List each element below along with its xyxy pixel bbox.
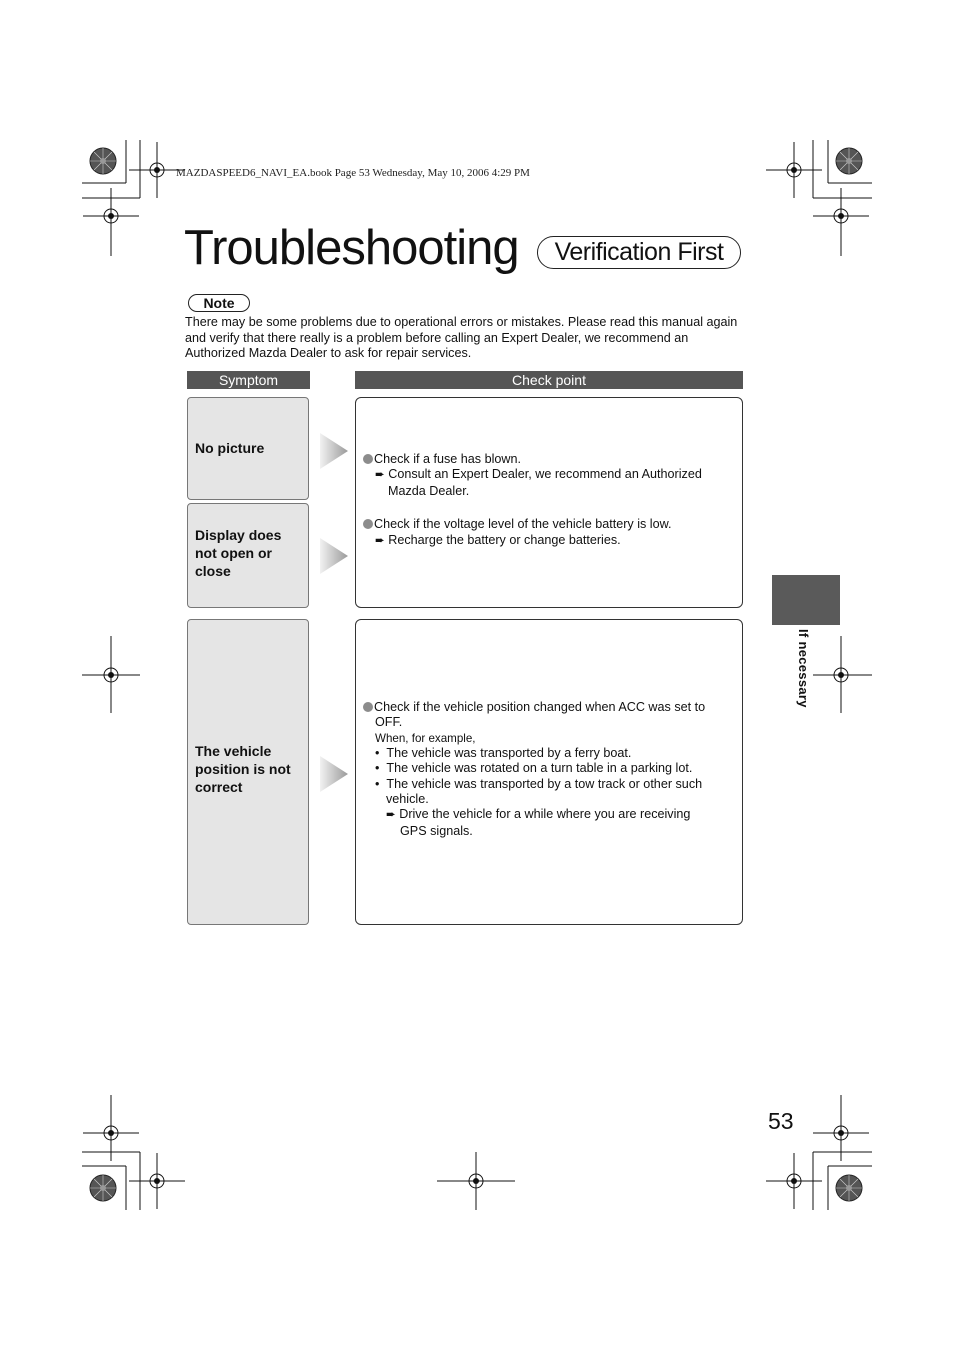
symptom-label (195, 439, 264, 457)
pointer-arrow-icon (320, 538, 348, 574)
check-point-box-2 (355, 619, 743, 925)
page-title: Troubleshooting (184, 221, 519, 275)
bullet-dot-icon (363, 454, 373, 464)
bullet-dot-icon (363, 519, 373, 529)
check-action-text: Recharge the battery or change batteries. (388, 533, 621, 547)
example-text: vehicle. (386, 792, 429, 806)
intro-text: There may be some problems due to operational errors or mistakes. Please read this manual again and verify that there really is a problem before calling an Expert Dealer, we recommend an Authorized Mazda Dealer to ask for repair services. (185, 315, 738, 361)
example-item: • The vehicle was transported by a tow track or other such (375, 777, 703, 791)
check-point-box-1 (355, 397, 743, 608)
symptom-line: correct (195, 779, 243, 795)
symptom-line: The vehicle (195, 743, 272, 759)
symptom-label (195, 742, 291, 796)
example-text: The vehicle was transported by a tow track or other such (386, 777, 703, 791)
check-point-header: Check point (355, 371, 743, 389)
check-action-text: Mazda Dealer. (388, 484, 470, 498)
page-number: 53 (768, 1108, 794, 1134)
pointer-arrow-icon (320, 433, 348, 469)
side-tab-marker (772, 575, 840, 625)
action-arrow-icon: ➨ (375, 468, 385, 481)
check-item (363, 452, 521, 467)
example-item: • The vehicle was rotated on a turn table in a parking lot. (375, 761, 693, 775)
symptom-line: No picture (195, 440, 265, 456)
action-arrow-icon: ➨ (375, 534, 385, 547)
check-item-text: Check if a fuse has blown. (374, 452, 522, 466)
symptom-header: Symptom (187, 371, 310, 389)
bullet-dot-icon (363, 702, 373, 712)
check-item (363, 517, 672, 532)
symptom-box-no-picture (187, 397, 309, 500)
action-arrow-icon: ➨ (386, 808, 396, 821)
symptom-line: position is not (195, 761, 291, 777)
check-action-text: GPS signals. (400, 824, 473, 838)
example-text: The vehicle was transported by a ferry boat. (386, 746, 632, 760)
pointer-arrow-icon (320, 756, 348, 792)
check-item (363, 700, 705, 715)
check-item-text: Check if the voltage level of the vehicle battery is low. (374, 517, 672, 531)
check-action (375, 467, 702, 482)
side-tab-label: If necessary (796, 629, 811, 708)
section-subtitle: Verification First (537, 236, 741, 269)
symptom-line: not open or (195, 545, 272, 561)
note-label: Note (188, 294, 250, 312)
symptom-box-vehicle-position (187, 619, 309, 925)
example-text: The vehicle was rotated on a turn table in a parking lot. (386, 761, 693, 775)
check-item-text: Check if the vehicle position changed when ACC was set to (374, 700, 706, 714)
check-action (375, 533, 621, 548)
symptom-box-display (187, 503, 309, 608)
example-item: • The vehicle was transported by a ferry boat. (375, 746, 632, 760)
check-action (386, 807, 690, 822)
example-intro: When, for example, (375, 732, 476, 745)
print-header: MAZDASPEED6_NAVI_EA.book Page 53 Wednesday, May 10, 2006 4:29 PM (176, 167, 530, 179)
check-action-text: Drive the vehicle for a while where you are receiving (399, 807, 691, 821)
symptom-line: Display does (195, 527, 282, 543)
symptom-label (195, 526, 281, 580)
check-item-text: OFF. (375, 715, 403, 729)
check-action-text: Consult an Expert Dealer, we recommend an Authorized (388, 467, 702, 481)
symptom-line: close (195, 563, 231, 579)
